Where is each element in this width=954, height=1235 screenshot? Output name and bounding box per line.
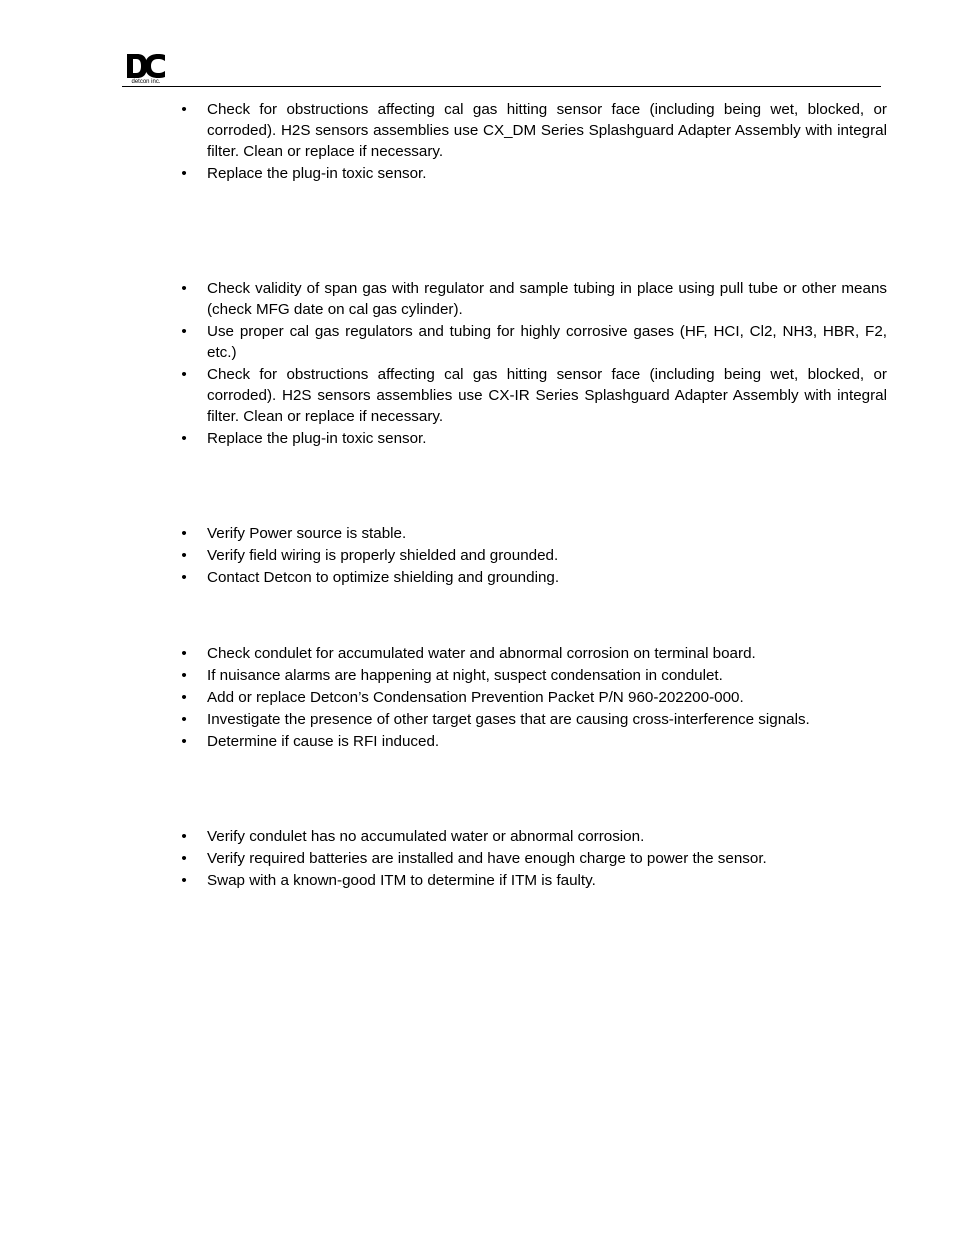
list-item (0, 99, 887, 162)
list-item-text: Replace the plug-in toxic sensor. (207, 165, 427, 182)
bullet-group-1 (0, 99, 954, 184)
list-item (0, 321, 887, 363)
bullet-icon: • (181, 569, 187, 586)
bullet-icon: • (181, 101, 187, 118)
bullet-group-5 (0, 826, 954, 891)
list-item-text: Verify condulet has no accumulated water or abnormal corrosion. (207, 828, 645, 845)
list-item (0, 364, 887, 427)
bullet-icon: • (181, 645, 187, 662)
list-item-text: Investigate the presence of other target gases that are causing cross-interference signals. (207, 711, 810, 728)
list-item-text: Determine if cause is RFI induced. (207, 733, 440, 750)
detcon-logo (125, 53, 167, 87)
bullet-icon: • (181, 828, 187, 845)
bullet-icon: • (181, 689, 187, 706)
list-item-text: Add or replace Detcon’s Condensation Prevention Packet P/N 960-202200-000. (207, 689, 744, 706)
list-item-text: Check for obstructions affecting cal gas hitting sensor face (including being wet, blocked, or corroded). H2S sensors assemblies use CX_DM Series Splashguard Adapter Assembly with integral filter. Clean or replace if necessary. (207, 101, 887, 160)
bullet-group-4 (0, 643, 954, 752)
list-item (0, 545, 887, 566)
bullet-icon: • (181, 165, 187, 182)
header-rule (122, 86, 881, 87)
list-item-text: Verify Power source is stable. (207, 525, 407, 542)
list-item (0, 665, 887, 686)
list-item (0, 523, 887, 544)
bullet-icon: • (181, 280, 187, 297)
list-item (0, 163, 887, 184)
list-item-text: Contact Detcon to optimize shielding and grounding. (207, 569, 560, 586)
list-item (0, 731, 887, 752)
list-item-text: Swap with a known-good ITM to determine if ITM is faulty. (207, 872, 596, 889)
list-item (0, 643, 887, 664)
list-item-text: Replace the plug-in toxic sensor. (207, 430, 427, 447)
detcon-logo-mark (125, 53, 167, 79)
list-item (0, 848, 887, 869)
bullet-icon: • (181, 850, 187, 867)
list-item (0, 567, 887, 588)
list-item-text: Check for obstructions affecting cal gas hitting sensor face (including being wet, blocked, or corroded). H2S sensors assemblies use CX-IR Series Splashguard Adapter Assembly with integral filter. Clean or replace if necessary. (207, 366, 887, 425)
bullet-icon: • (181, 872, 187, 889)
bullet-group-2 (0, 278, 954, 449)
list-item-text: Use proper cal gas regulators and tubing for highly corrosive gases (HF, HCI, Cl2, NH3, HBR, F2, etc.) (207, 323, 887, 361)
bullet-group-3 (0, 523, 954, 588)
list-item-text: If nuisance alarms are happening at night, suspect condensation in condulet. (207, 667, 723, 684)
bullet-icon: • (181, 323, 187, 340)
bullet-icon: • (181, 667, 187, 684)
list-item (0, 428, 887, 449)
list-item (0, 870, 887, 891)
list-item-text: Verify field wiring is properly shielded and grounded. (207, 547, 559, 564)
list-item (0, 278, 887, 320)
bullet-icon: • (181, 711, 187, 728)
bullet-icon: • (181, 547, 187, 564)
bullet-icon: • (181, 733, 187, 750)
bullet-icon: • (181, 366, 187, 383)
logo-text: detcon inc. (131, 79, 161, 85)
list-item (0, 687, 887, 708)
list-item-text: Verify required batteries are installed and have enough charge to power the sensor. (207, 850, 767, 867)
list-item (0, 709, 887, 730)
list-item-text: Check validity of span gas with regulator and sample tubing in place using pull tube or other means (check MFG date on cal gas cylinder). (207, 280, 887, 318)
bullet-icon: • (181, 430, 187, 447)
bullet-icon: • (181, 525, 187, 542)
list-item (0, 826, 887, 847)
list-item-text: Check condulet for accumulated water and abnormal corrosion on terminal board. (207, 645, 756, 662)
